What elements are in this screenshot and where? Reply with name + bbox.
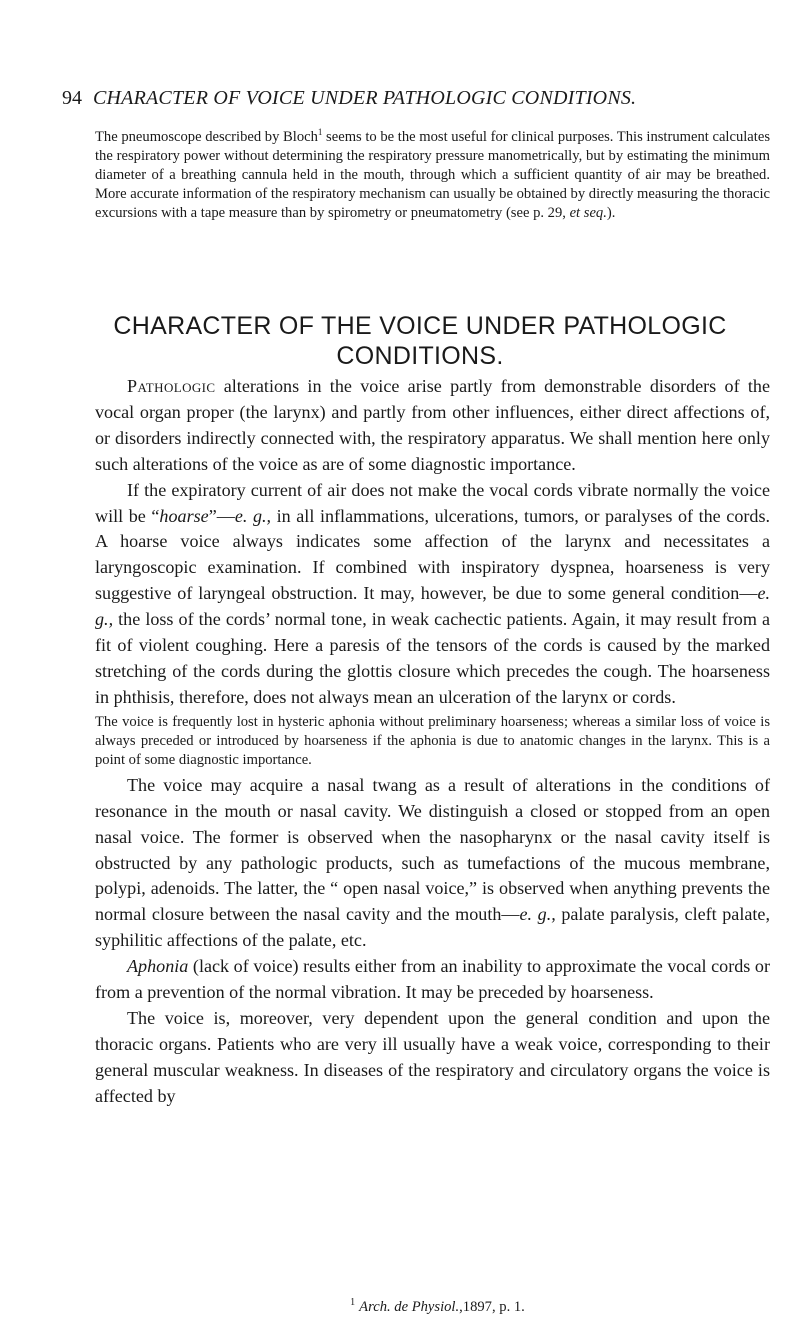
paragraph-text: in all inflammations, ulcerations, tumors, or paralyses of the cords. A hoarse voice always indicates some affection of the larynx and necessitates a laryngoscopic examination. If combined with inspiratory dyspnea, hoarseness is very suggestive of laryngeal obstruction. It may, however, be due to some general condition—	[95, 505, 771, 604]
running-head-title: CHARACTER OF VOICE UNDER PATHOLOGIC CONDITIONS.	[93, 87, 637, 109]
paragraph-hoarse	[95, 478, 770, 711]
paragraph-text: (lack of voice) results either from an inability to approximate the vocal cords or from a prevention of the normal vibration. It may be preceded by hoarseness.	[95, 956, 770, 1003]
small-caps-lead: Pathologic	[127, 376, 216, 396]
italic-term: hoarse	[159, 505, 209, 526]
paragraph-nasal	[95, 773, 770, 954]
italic-abbrev: e. g.,	[519, 904, 556, 925]
intro-closing: ).	[606, 205, 616, 221]
intro-text: The pneumoscope described by Bloch	[95, 129, 318, 145]
intro-paragraph	[95, 128, 770, 223]
section-body	[95, 374, 770, 1110]
footnote	[100, 1294, 775, 1316]
italic-abbrev: e. g.,	[95, 583, 770, 630]
page-number: 94	[62, 87, 82, 109]
et-seq-text: et seq.	[569, 205, 607, 221]
paragraph-general-condition: The voice is, moreover, very dependent upon the general condition and upon the thoracic organs. Patients who are very ill usually have a weak voice, corresponding to their general muscular weakness. In diseases of the respiratory and circulatory organs the voice is affected by	[95, 1007, 770, 1106]
footnote-detail: ,1897, p. 1.	[459, 1298, 525, 1315]
footnote-source: Arch. de Physiol.	[359, 1298, 460, 1315]
paragraph-aphonia	[95, 954, 770, 1006]
running-head	[62, 86, 762, 110]
paragraph-text: If the expiratory current of air does not make the vocal cords vibrate normally the voice will be “	[95, 479, 770, 526]
section-heading: CHARACTER OF THE VOICE UNDER PATHOLOGIC CONDITIONS.	[113, 312, 727, 370]
paragraph-pathologic	[95, 374, 770, 478]
paragraph-text: The voice may acquire a nasal twang as a result of alterations in the conditions of resonance in the mouth or nasal cavity. We distinguish a closed or stopped from an open nasal voice. The former is observed when the nasopharynx or the nasal cavity itself is obstructed by any pathologic products, such as tumefactions of the mucous membrane, polypi, adenoids. The latter, the “ open nasal voice,” is observed when anything prevents the normal closure between the nasal cavity and the mouth—	[95, 774, 770, 925]
paragraph-text: palate paralysis, cleft palate, syphilitic affections of the palate, etc.	[95, 904, 770, 951]
footnote-reference: 1	[317, 127, 323, 138]
paragraph-text: ”—	[208, 505, 235, 526]
paragraph-text: the loss of the cords’ normal tone, in weak cachectic patients. Again, it may result from a fit of violent coughing. Here a paresis of the tensors of the cords is caused by the marked stretching of the cords during the glottis closure which precedes the cough. The hoarseness in phthisis, therefore, does not always mean an ulceration of the larynx or cords.	[95, 609, 770, 707]
small-note-aphonia: The voice is frequently lost in hysteric aphonia without preliminary hoarseness; whereas a similar loss of voice is always preceded or introduced by hoarseness if the aphonia is due to anatomic changes in the larynx. This is a point of some diagnostic importance.	[95, 713, 770, 768]
paragraph-text: alterations in the voice arise partly from demonstrable disorders of the vocal organ proper (the larynx) and partly from other influences, either direct affections of, or disorders indirectly connected with, the respiratory apparatus. We shall mention here only such alterations of the voice as are of some diagnostic importance.	[95, 376, 770, 474]
footnote-mark: 1	[350, 1297, 356, 1308]
intro-text-continued: seems to be the most useful for clinical purposes. This instrument calculates the respiratory power without determining the respiratory pressure manometrically, but by estimating the minimum diameter of a breathing cannula held in the mouth, through which a sufficient quantity of air may be breathed. More accurate information of the respiratory mechanism can usually be obtained by directly measuring the thoracic excursions with a tape measure than by spirometry or pneumatometry (see p. 29,	[95, 129, 770, 221]
italic-abbrev: e. g.,	[234, 505, 272, 526]
italic-term: Aphonia	[127, 956, 189, 977]
